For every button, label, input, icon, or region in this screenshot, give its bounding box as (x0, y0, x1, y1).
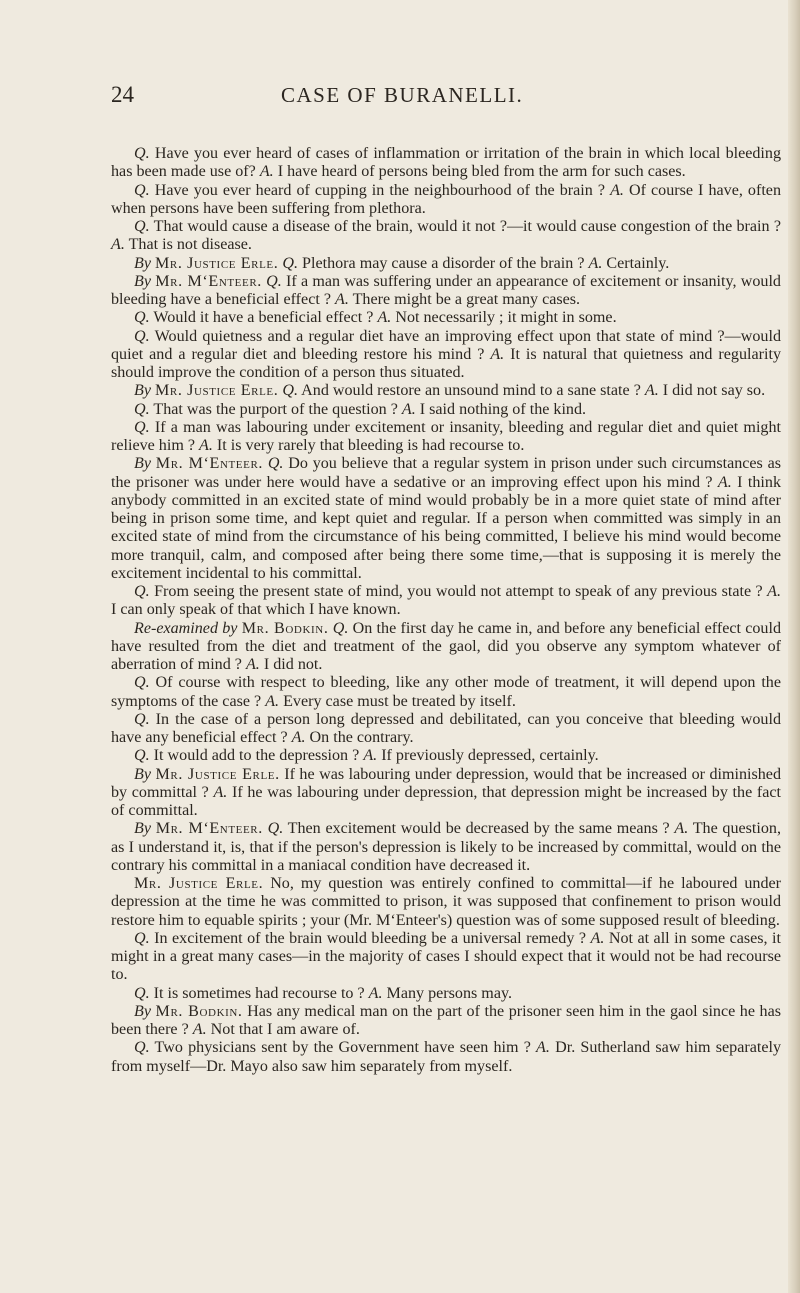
paragraph (111, 985, 781, 1003)
italic-marker: Q. (266, 272, 282, 290)
text-run: In the case of a person long depressed and debilitated, can you conceive that bleeding would have any beneficial effect ? (111, 710, 781, 746)
italic-marker: By (134, 455, 151, 473)
italic-marker: A. (111, 236, 125, 254)
text-run: On the first day he came in, and before any beneficial effect could have resulted from the diet and treatment of the gaol, did you observe any symptom whatever of aberration of mind ? (111, 619, 781, 673)
paragraph (111, 328, 781, 383)
italic-marker: A. (674, 820, 689, 838)
text-run: The question, as I understand it, is, that if the person's depression is likely to be increased by committal, would on the contrary his committal in a maniacal condition have decreased it. (111, 820, 781, 874)
text-run: There might be a great many cases. (348, 291, 581, 308)
text-run: Do you believe that a regular system in prison under such circumstances as the prisoner was under here would have a sedative or an improving effect upon his mind ? (111, 455, 781, 491)
italic-marker: Q. (282, 254, 299, 272)
italic-marker: A. (767, 583, 781, 600)
italic-marker: A. (377, 309, 392, 327)
text-run: Would it have a beneficial effect ? (149, 309, 378, 327)
paragraph (111, 930, 781, 985)
paragraph (111, 419, 781, 456)
speaker-name: Mr. Bodkin. (155, 1002, 243, 1020)
italic-marker: By (134, 254, 151, 272)
text-run: Not at all in some cases, it might in a great many cases—in the majority of cases I should expect that it would not be had recourse to. (111, 929, 781, 984)
speaker-name: Mr. Justice Erle. (134, 875, 264, 892)
text-run: Two physicians sent by the Government have seen him ? (149, 1039, 537, 1057)
text-run: Every case must be treated by itself. (279, 692, 516, 710)
italic-marker: By (134, 765, 151, 783)
italic-marker: A. (401, 400, 416, 418)
text-run: Have you ever heard of cupping in the neighbourhood of the brain ? (149, 181, 611, 199)
italic-marker: Q. (134, 674, 150, 692)
text-run: Of course I have, often when persons have been suffering from plethora. (111, 181, 781, 217)
text-run: I can only speak of that which I have known. (111, 601, 401, 619)
italic-marker: By (134, 1002, 151, 1020)
text-run: Many persons may. (382, 984, 512, 1002)
text-run: From seeing the present state of mind, you would not attempt to speak of any previous state ? (149, 583, 768, 600)
text-run: I said nothing of the kind. (415, 400, 587, 418)
text-run: If he was labouring under depression, that depression might be increased by the fact of committal. (111, 783, 781, 819)
text-run: Certainly. (602, 254, 670, 272)
italic-marker: Q. (134, 929, 150, 947)
paragraph (111, 255, 781, 273)
italic-marker: A. (363, 747, 378, 765)
italic-marker: Q. (267, 455, 284, 473)
italic-marker: A. (588, 254, 603, 272)
text-run: If he was labouring under depression, would that be increased or diminished by committal ? (111, 765, 781, 801)
italic-marker: Q. (134, 145, 150, 162)
paragraph (111, 875, 781, 930)
italic-marker: A. (259, 163, 274, 181)
text-run: Dr. Sutherland saw him separately from myself—Dr. Mayo also saw him separately from myself. (111, 1039, 781, 1075)
italic-marker: A. (536, 1039, 550, 1057)
italic-marker: By (134, 272, 151, 290)
paragraph (111, 182, 781, 219)
italic-marker: Q. (282, 382, 299, 400)
text-run: It is sometimes had recourse to ? (149, 984, 369, 1002)
italic-marker: A. (291, 729, 306, 746)
italic-marker: A. (717, 473, 732, 491)
text-run: I think anybody committed in an excited state of mind would probably be in a more quiet state of mind after being in prison some time, and kept quiet and regular. If a person when committed was simply in an excited state of mind from the circumstance of his being committed, I believe his mind would become more tranquil, calm, and composed after being there some time,—that is supposing it is merely the excitement incidental to his committal. (111, 473, 781, 582)
italic-marker: A. (245, 656, 260, 673)
italic-marker: A. (335, 291, 349, 308)
italic-marker: Q. (134, 400, 150, 418)
text-run: It is very rarely that bleeding is had recourse to. (212, 437, 525, 454)
text-run: Of course with respect to bleeding, like any other mode of treatment, it will depend upon the symptoms of the case ? (111, 674, 781, 710)
text-run: Would quietness and a regular diet have an improving effect upon that state of mind ?—would quiet and a regular diet and bleeding restore his mind ? (111, 327, 781, 363)
paragraph (111, 309, 781, 327)
italic-marker: A. (265, 692, 280, 710)
text-run: It would add to the depression ? (149, 747, 364, 765)
testimony-text (111, 145, 781, 1076)
paragraph (111, 766, 781, 821)
italic-marker: Q. (134, 418, 150, 436)
text-run: No, my question was entirely confined to committal—if he laboured under depression at the time he was committed to prison, it was supposed that confinement to prison would restore him to equable spirits ; your (Mr. M‘Enteer's) question was of some supposed result of bleeding. (111, 875, 782, 929)
text-run: If previously depressed, certainly. (377, 747, 599, 765)
italic-marker: By (134, 382, 151, 400)
paragraph (111, 401, 781, 419)
italic-marker: A. (192, 1021, 207, 1038)
text-run: I have heard of persons being bled from the arm for such cases. (273, 163, 686, 181)
page-edge (788, 0, 800, 1293)
speaker-name: Mr. M‘Enteer. (155, 272, 262, 290)
paragraph (111, 145, 781, 182)
italic-marker: Q. (134, 218, 150, 235)
text-run: Not necessarily ; it might in some. (391, 309, 617, 327)
speaker-name: Mr. Justice Erle. (155, 254, 279, 272)
text-run: If a man was suffering under an appearance of excitement or insanity, would bleeding have a beneficial effect ? (111, 272, 781, 308)
speaker-name: Mr. M‘Enteer. (155, 820, 263, 838)
text-run: I did not say so. (658, 382, 766, 400)
italic-marker: Q. (134, 710, 150, 728)
italic-marker: A. (199, 437, 213, 454)
text-run: It is natural that quietness and regularity should improve the condition of a person thus situated. (111, 345, 781, 381)
speaker-name: Mr. M‘Enteer. (155, 455, 264, 473)
text-run: Then excitement would be decreased by the same means ? (283, 820, 675, 838)
paragraph (111, 711, 781, 748)
paragraph (111, 382, 781, 400)
italic-marker: Q. (134, 747, 150, 765)
text-run: Have you ever heard of cases of inflammation or irritation of the brain in which local bleeding has been made use of? (111, 145, 781, 181)
italic-marker: A. (590, 929, 605, 947)
paragraph (111, 1039, 781, 1076)
italic-marker: Re-examined by (134, 619, 238, 637)
text-run: That was the purport of the question ? (149, 400, 402, 418)
speaker-name: Mr. Justice Erle. (155, 765, 280, 783)
speaker-name: Mr. Bodkin. (241, 619, 329, 637)
italic-marker: By (134, 820, 151, 838)
page-number: 24 (111, 82, 134, 107)
italic-marker: A. (490, 345, 505, 363)
text-run: If a man was labouring under excitement or insanity, bleeding and regular diet and quiet might relieve him ? (111, 418, 781, 454)
text-run: And would restore an unsound mind to a sane state ? (298, 382, 645, 400)
paragraph (111, 674, 781, 711)
running-title: CASE OF BURANELLI. (281, 83, 524, 107)
italic-marker: A. (368, 984, 383, 1002)
text-run: In excitement of the brain would bleeding be a universal remedy ? (149, 929, 591, 947)
italic-marker: Q. (267, 820, 284, 838)
paragraph (111, 583, 781, 620)
italic-marker: Q. (134, 1039, 150, 1057)
text-run: Not that I am aware of. (206, 1021, 360, 1038)
italic-marker: Q. (134, 181, 150, 199)
italic-marker: A. (213, 783, 228, 801)
paragraph (111, 747, 781, 765)
italic-marker: Q. (134, 309, 150, 327)
text-run: On the contrary. (305, 729, 414, 746)
paragraph (111, 455, 781, 583)
paragraph (111, 1003, 781, 1040)
paragraph (111, 218, 781, 255)
paragraph (111, 273, 781, 310)
page-header (111, 82, 751, 112)
text-run: Plethora may cause a disorder of the brain ? (298, 254, 589, 272)
italic-marker: A. (644, 382, 659, 400)
speaker-name: Mr. Justice Erle. (155, 382, 279, 400)
italic-marker: Q. (134, 327, 150, 345)
text-run: I did not. (259, 656, 323, 673)
paragraph (111, 820, 781, 875)
text-run: That would cause a disease of the brain, would it not ?—it would cause congestion of the brain ? (149, 218, 781, 235)
italic-marker: Q. (134, 583, 150, 600)
italic-marker: Q. (332, 619, 349, 637)
text-run: Has any medical man on the part of the prisoner seen him in the gaol since he has been there ? (111, 1002, 781, 1038)
paragraph (111, 620, 781, 675)
italic-marker: Q. (134, 984, 150, 1002)
italic-marker: A. (610, 181, 624, 199)
text-run: That is not disease. (124, 236, 252, 254)
